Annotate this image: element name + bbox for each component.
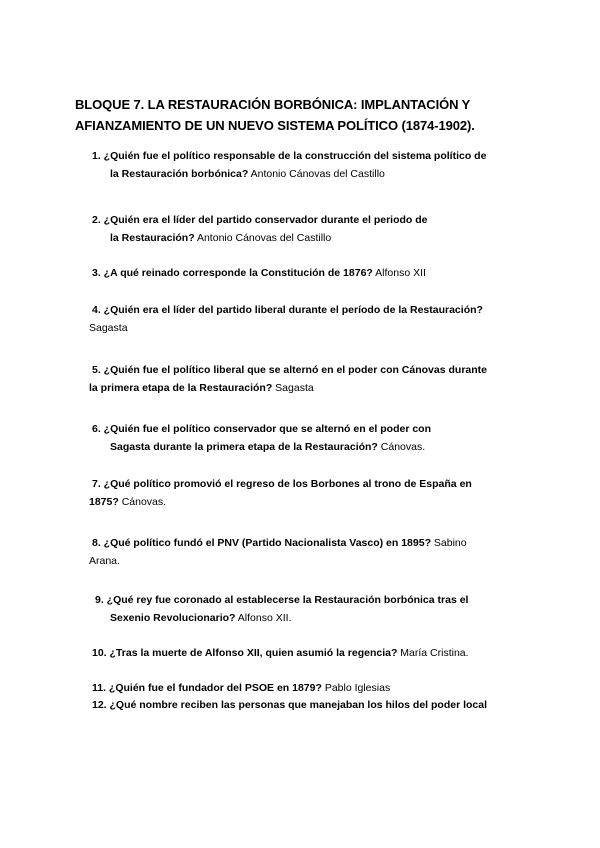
question-12 [92, 696, 487, 714]
question-1 [92, 147, 486, 183]
answer-text: Alfonso XII. [235, 612, 292, 624]
answer-text: Antonio Cánovas del Castillo [194, 232, 332, 244]
question-text: 9. ¿Qué rey fue coronado al establecerse la Restauración borbónica tras el [95, 594, 469, 606]
question-text: 6. ¿Quién fue el político conservador que se alternó en el poder con [92, 423, 431, 435]
question-text: 1875? [89, 496, 119, 508]
question-4 [89, 301, 483, 337]
answer-text: María Cristina. [397, 647, 469, 659]
question-8 [89, 534, 467, 570]
question-text: la primera etapa de la Restauración? [89, 382, 273, 394]
document-title [75, 94, 545, 136]
answer-text: Arana. [89, 555, 120, 567]
question-text: la Restauración? [110, 232, 195, 244]
question-text: 10. ¿Tras la muerte de Alfonso XII, quien asumió la regencia? [92, 647, 398, 659]
answer-text: Pablo Iglesias [321, 682, 391, 694]
question-3 [92, 264, 426, 282]
question-text: Sexenio Revolucionario? [110, 612, 236, 624]
title-line-1: BLOQUE 7. LA RESTAURACIÓN BORBÓNICA: IMPLANTACIÓN Y [75, 97, 471, 112]
question-text: 3. ¿A qué reinado corresponde la Constitución de 1876? [92, 267, 373, 279]
question-text: 2. ¿Quién era el líder del partido conservador durante el periodo de [92, 214, 428, 226]
question-7 [89, 475, 472, 511]
question-2 [92, 211, 428, 247]
question-text: 1. ¿Quién fue el político responsable de la construcción del sistema político de [92, 150, 487, 162]
answer-text: Cánovas. [118, 496, 167, 508]
answer-text: Sabino [431, 537, 467, 549]
question-6 [92, 420, 431, 456]
question-5 [89, 361, 488, 397]
question-text: Sagasta durante la primera etapa de la Restauración? [110, 441, 378, 453]
question-text: 7. ¿Qué político promovió el regreso de los Borbones al trono de España en [92, 478, 472, 490]
answer-text: Alfonso XII [372, 267, 426, 279]
title-line-2: AFIANZAMIENTO DE UN NUEVO SISTEMA POLÍTICO (1874-1902). [75, 118, 475, 133]
question-10 [92, 644, 469, 662]
question-text: 8. ¿Qué político fundó el PNV (Partido Nacionalista Vasco) en 1895? [92, 537, 431, 549]
question-text: 4. ¿Quién era el líder del partido liberal durante el período de la Restauración? [92, 304, 483, 316]
question-9 [95, 591, 468, 627]
question-text: la Restauración borbónica? [110, 168, 249, 180]
answer-text: Sagasta [272, 382, 314, 394]
answer-text: Cánovas. [377, 441, 426, 453]
answer-text: Antonio Cánovas del Castillo [248, 168, 385, 180]
question-text: 12. ¿Qué nombre reciben las personas que manejaban los hilos del poder local [92, 699, 488, 711]
question-text: 5. ¿Quién fue el político liberal que se alternó en el poder con Cánovas durante [92, 364, 488, 376]
answer-text: Sagasta [89, 322, 128, 334]
question-11 [92, 679, 390, 697]
question-text: 11. ¿Quién fue el fundador del PSOE en 1879? [92, 682, 322, 694]
